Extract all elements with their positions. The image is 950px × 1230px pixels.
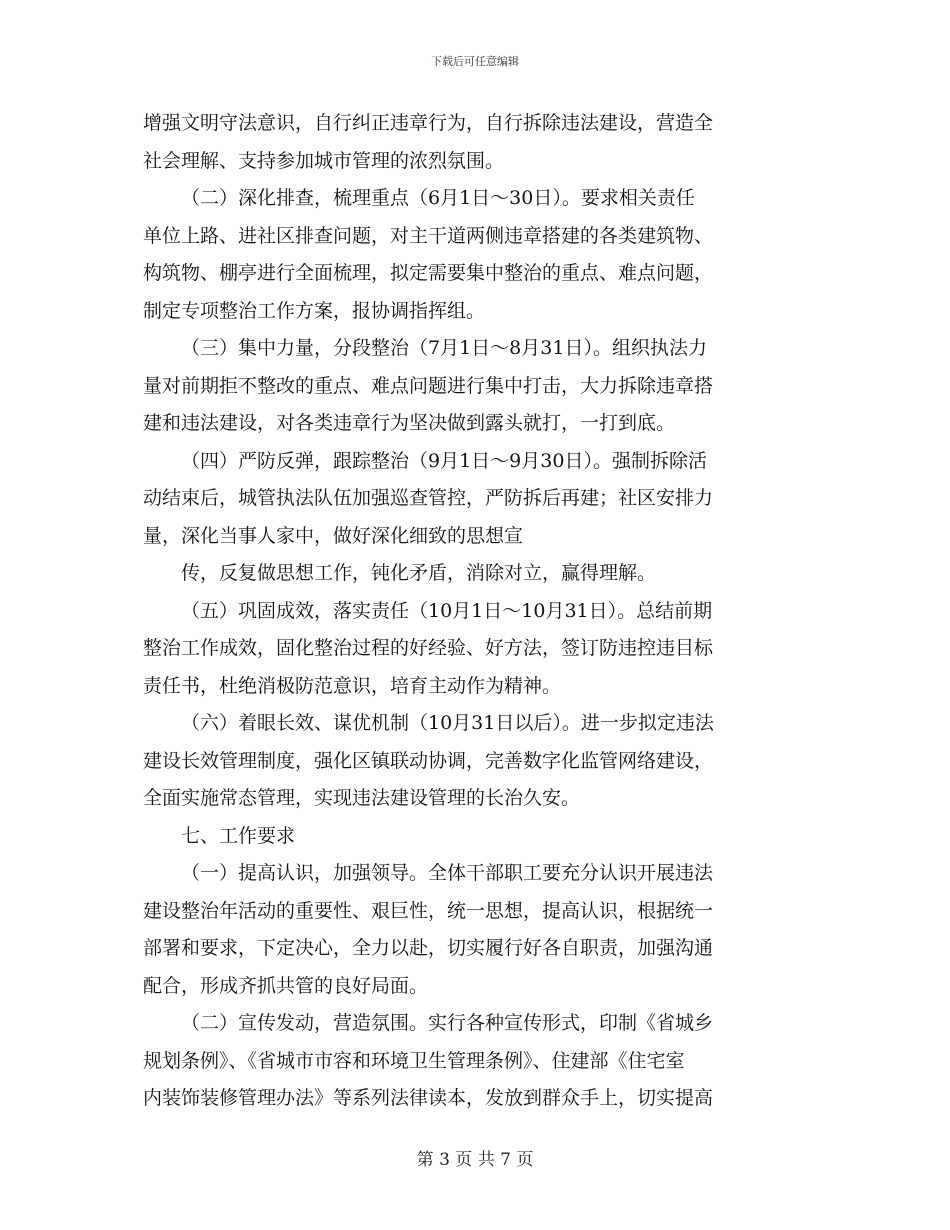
text-line: 量，深化当事人家中，做好深化细致的思想宣 — [143, 524, 524, 547]
text-line: （五）巩固成效，落实责任（10月1日～10月31日）。总结前期 — [181, 599, 713, 622]
text-line: （二）深化排查，梳理重点（6月1日～30日）。要求相关责任 — [181, 187, 695, 209]
text-line: 内装饰装修管理办法》等系列法律读本，发放到群众手上，切实提高 — [143, 1087, 714, 1109]
text-line: （六）着眼长效、谋优机制（10月31日以后）。进一步拟定违法 — [181, 712, 714, 734]
page-header: 下载后可任意编辑 — [431, 55, 519, 68]
text-line: 单位上路、进社区排查问题，对主干道两侧违章搭建的各类建筑物、 — [143, 224, 714, 247]
text-line: （三）集中力量，分段整治（7月1日～8月31日）。组织执法力 — [181, 337, 707, 359]
text-line: 建设整治年活动的重要性、艰巨性，统一思想，提高认识，根据统一 — [143, 899, 714, 922]
text-line: 建和违法建设，对各类违章行为坚决做到露头就打，一打到底。 — [143, 412, 676, 434]
document-body — [143, 105, 808, 1118]
text-line: （四）严防反弹，跟踪整治（9月1日～9月30日）。强制拆除活 — [181, 449, 707, 472]
text-line: 量对前期拒不整改的重点、难点问题进行集中打击，大力拆除违章搭 — [143, 374, 714, 397]
text-line: 部署和要求，下定决心，全力以赴，切实履行好各自职责，加强沟通 — [143, 937, 714, 959]
text-line: 构筑物、棚亭进行全面梳理，拟定需要集中整治的重点、难点问题， — [143, 262, 714, 284]
text-line: 配合，形成齐抓共管的良好局面。 — [143, 974, 429, 997]
text-line: 整治工作成效，固化整治过程的好经验、好方法，签订防违控违目标 — [143, 637, 714, 659]
page-number-footer: 第 3 页 共 7 页 — [416, 1150, 534, 1170]
text-line: 责任书，杜绝消极防范意识，培育主动作为精神。 — [143, 674, 562, 697]
text-line: 动结束后，城管执法队伍加强巡查管控，严防拆后再建；社区安排力 — [143, 487, 714, 509]
text-line: （二）宣传发动，营造氛围。实行各种宣传形式，印制《省城乡 — [181, 1012, 714, 1034]
text-line: 社会理解、支持参加城市管理的浓烈氛围。 — [143, 149, 505, 172]
text-line: 规划条例》、《省城市市容和环境卫生管理条例》、住建部《住宅室 — [143, 1049, 685, 1072]
text-line: 全面实施常态管理，实现违法建设管理的长治久安。 — [143, 787, 581, 809]
text-line: 制定专项整治工作方案，报协调指挥组。 — [143, 299, 486, 322]
section-heading: 七、工作要求 — [181, 824, 296, 847]
text-line: 建设长效管理制度，强化区镇联动协调，完善数字化监管网络建设， — [143, 749, 714, 772]
text-line: 增强文明守法意识，自行纠正违章行为，自行拆除违法建设，营造全 — [143, 112, 714, 134]
text-line: （一）提高认识，加强领导。全体干部职工要充分认识开展违法 — [181, 862, 714, 884]
text-line: 传，反复做思想工作，钝化矛盾，消除对立，赢得理解。 — [181, 562, 657, 584]
